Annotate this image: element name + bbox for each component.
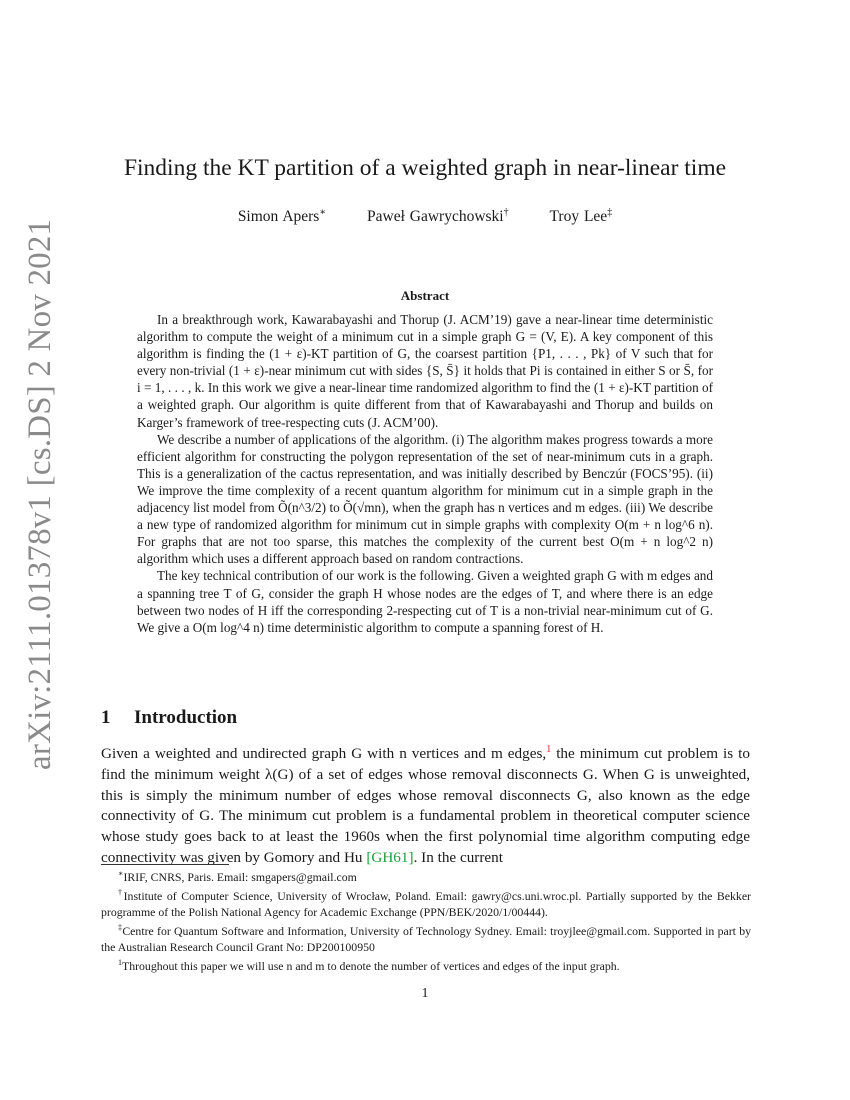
- arxiv-identifier: arXiv:2111.01378v1 [cs.DS] 2 Nov 2021: [22, 218, 58, 770]
- abstract-paragraph: The key technical contribution of our work is the following. Given a weighted graph G with m edges and a spanning tree T of G, consider the graph H whose nodes are the edges of T, and where there is an edge between two nodes of H iff the corresponding 2-respecting cut of T is a non-trivial near-minimum cut of G. We give a O(m log^4 n) time deterministic algorithm to compute a spanning forest of H.: [137, 568, 713, 635]
- footnote: †Institute of Computer Science, University of Wrocław, Poland. Email: gawry@cs.uni.wroc.pl. Partially supported by the Bekker programme of the Polish National Agency for Academic Exchange (PPN/BEK/2020/1/00444).: [101, 888, 751, 919]
- footnote-link[interactable]: 1: [546, 743, 552, 755]
- footnote: ‡Centre for Quantum Software and Information, University of Technology Sydney. Email: troyjlee@gmail.com. Supported in part by the Australian Research Council Grant No: DP200100950: [101, 923, 751, 954]
- section-title: Introduction: [134, 707, 238, 728]
- introduction-body: [101, 744, 750, 869]
- author: Paweł Gawrychowski†: [367, 207, 509, 226]
- abstract-paragraph: In a breakthrough work, Kawarabayashi and Thorup (J. ACM’19) gave a near-linear time deterministic algorithm to compute the weight of a minimum cut in a simple graph G = (V, E). A key component of this algorithm is finding the (1 + ε)-KT partition of G, the coarsest partition {P1, . . . , Pk} of V such that for every non-trivial (1 + ε)-near minimum cut with sides {S, S̄} it holds that Pi is contained in either S or S̄, for i = 1, . . . , k. In this work we give a near-linear time randomized algorithm to find the (1 + ε)-KT partition of a weighted graph. Our algorithm is quite different from that of Kawarabayashi and Thorup and builds on Karger’s framework of tree-respecting cuts (J. ACM’00).: [137, 312, 713, 430]
- intro-paragraph: Given a weighted and undirected graph G with n vertices and m edges,$^1$ the minimum cut problem is to find the minimum weight λ(G) of a set of edges whose removal disconnects G. When G is unweighted, this is simply the minimum number of edges whose removal disconnects G, also known as the edge connectivity of G. The minimum cut problem is a fundamental problem in theoretical computer science whose study goes back to at least the 1960s when the first polynomial time algorithm computing edge connectivity was given by Gomory and Hu [GH61]. In the current: [101, 743, 750, 866]
- section-number: 1: [101, 707, 111, 728]
- citation-link[interactable]: [GH61]: [366, 848, 414, 866]
- abstract-heading: Abstract: [400, 288, 450, 303]
- footnotes: [101, 866, 751, 975]
- footnote-rule: [101, 864, 229, 865]
- footnote: ∗IRIF, CNRS, Paris. Email: smgapers@gmail.com: [118, 869, 357, 884]
- page-number: 1: [421, 986, 429, 1001]
- section-heading: [101, 707, 237, 729]
- author-list: [0, 203, 850, 227]
- author: Troy Lee‡: [549, 207, 613, 226]
- author: Simon Apers∗: [237, 207, 327, 226]
- abstract-paragraph: We describe a number of applications of the algorithm. (i) The algorithm makes progress towards a more efficient algorithm for constructing the polygon representation of the set of near-minimum cuts in a graph. This is a generalization of the cactus representation, and was initially described by Benczúr (FOCS’95). (ii) We improve the time complexity of a recent quantum algorithm for minimum cut in a simple graph in the adjacency list model from Õ(n^3/2) to Õ(√mn), when the graph has n vertices and m edges. (iii) We describe a new type of randomized algorithm for minimum cut in simple graphs with complexity O(m + n log^6 n). For graphs that are not too sparse, this matches the complexity of the current best O(m + n log^2 n) algorithm which uses a different approach based on random contractions.: [137, 431, 713, 567]
- footnote: $^1$Throughout this paper we will use n and m to denote the number of vertices and edges of the input graph.: [118, 958, 620, 974]
- paper-title: Finding the KT partition of a weighted graph in near-linear time: [123, 155, 727, 181]
- abstract-body: [137, 311, 713, 636]
